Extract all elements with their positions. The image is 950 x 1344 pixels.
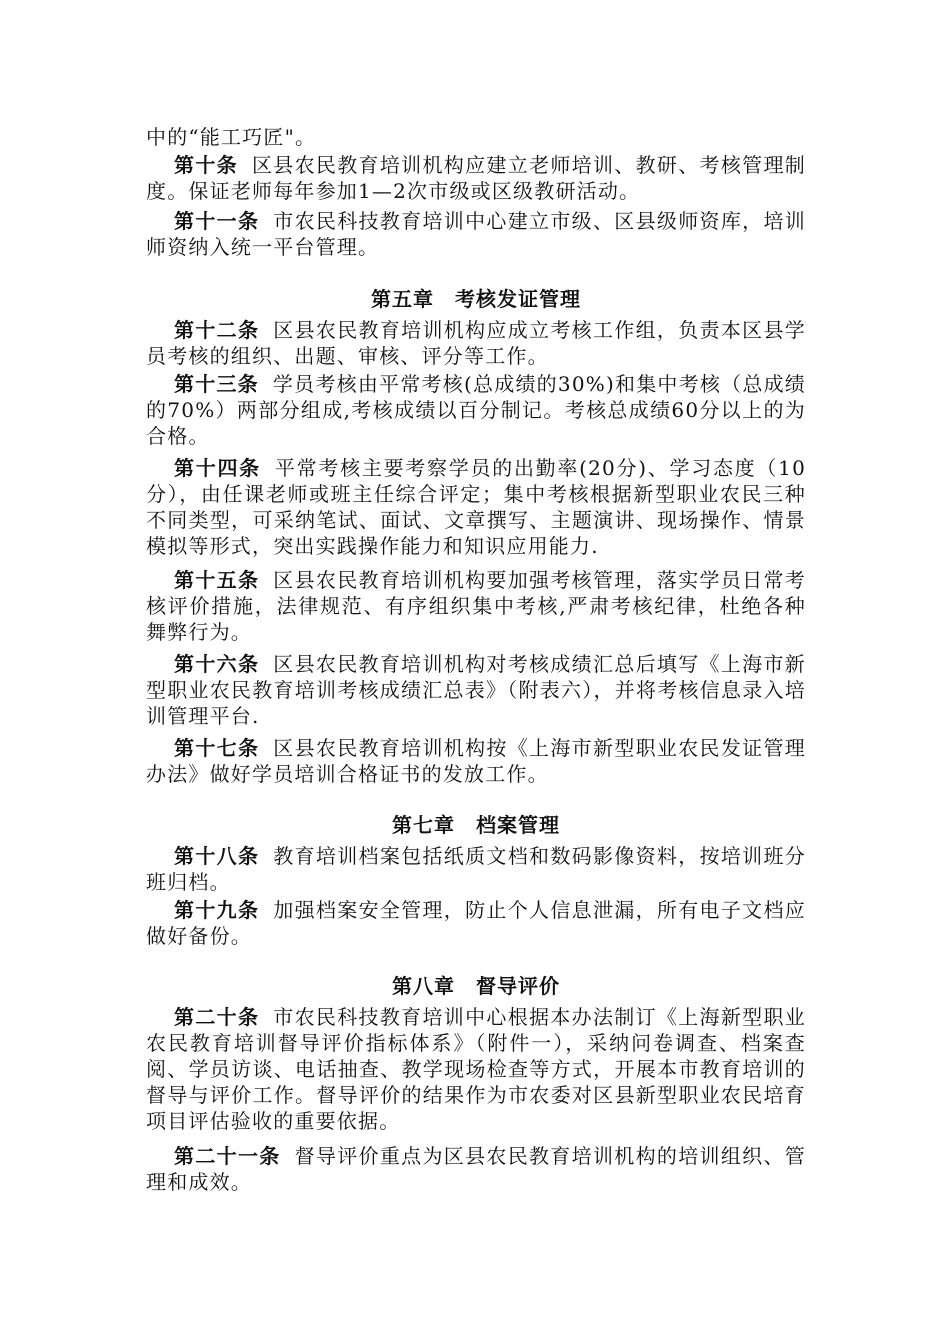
article-12 [146, 317, 806, 369]
article-text: 区县农民教育培训机构应建立老师培训、教研、考核管理制度。保证老师每年参加1—2次市级或区级教研活动。 [146, 153, 806, 203]
article-number: 第二十条 [174, 1005, 260, 1029]
article-21 [146, 1143, 806, 1195]
paragraph-text: 中的“能工巧匠"。 [146, 125, 317, 149]
article-16 [146, 651, 806, 729]
article-text: 督导评价重点为区县农民教育培训机构的培训组织、管理和成效。 [146, 1144, 806, 1194]
article-number: 第十四条 [174, 456, 261, 480]
chapter-heading-5: 第五章 考核发证管理 [371, 287, 581, 311]
article-number: 第十五条 [174, 568, 260, 592]
article-text: 区县农民教育培训机构应成立考核工作组，负责本区县学员考核的组织、出题、审核、评分等工作。 [146, 318, 806, 368]
paragraph-continuation [146, 124, 806, 150]
article-17 [146, 735, 806, 787]
article-number: 第十六条 [174, 652, 260, 676]
article-19 [146, 897, 806, 949]
article-text: 区县农民教育培训机构按《上海市新型职业农民发证管理办法》做好学员培训合格证书的发放工作。 [146, 736, 806, 786]
article-10 [146, 152, 806, 204]
article-15 [146, 567, 806, 645]
article-text: 加强档案安全管理，防止个人信息泄漏，所有电子文档应做好备份。 [146, 898, 806, 948]
article-text: 区县农民教育培训机构要加强考核管理，落实学员日常考核评价措施，法律规范、有序组织集中考核,严肃考核纪律，杜绝各种舞弊行为。 [146, 568, 806, 644]
article-text: 市农民科技教育培训中心根据本办法制订《上海新型职业农民教育培训督导评价指标体系》（附件一），采纳问卷调查、档案查阅、学员访谈、电话抽查、教学现场检查等方式，开展本市教育培训的督导与评价工作。督导评价的结果作为市农委对区县新型职业农民培育项目评估验收的重要依据。 [146, 1005, 806, 1133]
article-14 [146, 455, 806, 559]
article-number: 第十二条 [174, 318, 260, 342]
article-11 [146, 208, 806, 260]
article-text: 教育培训档案包括纸质文档和数码影像资料，按培训班分班归档。 [146, 844, 806, 894]
article-text: 区县农民教育培训机构对考核成绩汇总后填写《上海市新型职业农民教育培训考核成绩汇总表》（附表六），并将考核信息录入培训管理平台. [146, 652, 806, 728]
article-text: 平常考核主要考察学员的出勤率(20分)、学习态度（10分），由任课老师或班主任综合评定；集中考核根据新型职业农民三种不同类型，可采纳笔试、面试、文章撰写、主题演讲、现场操作、情景模拟等形式，突出实践操作能力和知识应用能力. [146, 456, 806, 558]
article-18 [146, 843, 806, 895]
article-text: 市农民科技教育培训中心建立市级、区县级师资库，培训师资纳入统一平台管理。 [146, 209, 806, 259]
chapter-heading-7: 第七章 档案管理 [392, 813, 560, 837]
article-number: 第十条 [174, 153, 238, 177]
article-13 [146, 371, 806, 449]
article-number: 第十九条 [174, 898, 260, 922]
article-number: 第十八条 [174, 844, 260, 868]
chapter-heading-8: 第八章 督导评价 [392, 974, 560, 998]
article-text: 学员考核由平常考核(总成绩的30%)和集中考核（总成绩的70%）两部分组成,考核成绩以百分制记。考核总成绩60分以上的为合格。 [146, 372, 806, 448]
article-number: 第二十一条 [174, 1144, 281, 1168]
article-number: 第十七条 [174, 736, 260, 760]
article-number: 第十一条 [174, 209, 260, 233]
article-20 [146, 1004, 806, 1134]
article-number: 第十三条 [174, 372, 259, 396]
